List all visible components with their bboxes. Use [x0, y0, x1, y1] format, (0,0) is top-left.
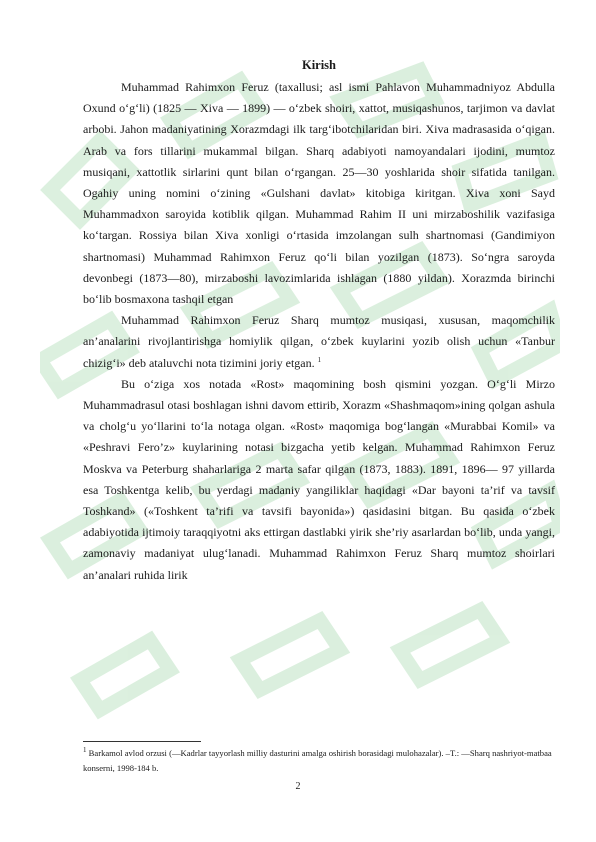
body-paragraph — [83, 77, 555, 310]
page-body — [83, 57, 555, 586]
paragraph-text: Muhammad Rahimxon Feruz Sharq mumtoz musiqasi, xususan, maqomchilik an’analarini rivojlantirishga homiylik qilgan, o‘zbek kuylarini yozib olish uchun «Tanbur chizig‘i» deb ataluvchi nota tizimini joriy etgan. — [83, 313, 555, 370]
paragraph-text: Bu o‘ziga xos notada «Rost» maqomining bosh qismini yozgan. O‘g‘li Mirzo Muhammadrasul otasi boshlagan ishni davom ettirib, Xorazm «Shashmaqom»ining qolgan ashula va cholg‘u yo‘llarini to‘la notaga olgan. «Rost» maqomiga bog‘langan «Murabbai Komil» va «Peshravi Fero’z» kuylarining notasi bizgacha yetib kelgan. Muhammad Rahimxon Feruz Moskva va Peterburg shaharlariga 2 marta safar qilgan (1873, 1883). 1891, 1896— 97 yillarda esa Toshkentga kelib, bu yerdagi madaniy yangiliklar haqidagi «Dar bayoni ta’rif va tavsif Toshkand» («Toshkent ta’rifi va tavsifi bayonida») qasidasini bitgan. Bu qasida o‘zbek adabiyotida ijtimoiy taraqqiyotni aks ettirgan dastlabki yirik she’riy asarlardan bo‘lib, unda yangi, zamonaviy madaniyat ulug‘lanadi. Muhammad Rahimxon Feruz Sharq mumtoz shoirlari an’analari ruhida lirik — [83, 376, 555, 582]
page-number: 2 — [295, 781, 301, 792]
watermark-stroke — [240, 620, 340, 690]
footnote-reference[interactable]: 1 — [317, 355, 322, 364]
footnote-divider — [83, 741, 201, 742]
page-title: Kirish — [301, 58, 337, 72]
footnote — [83, 746, 555, 775]
footnote-text: Barkamol avlod orzusi (—Kadrlar tayyorlash milliy dasturini amalga oshirish borasidagi mulohazalar). –T.: —Sharq nashriyot-matbaa konserni, 1998-184 b. — [83, 748, 552, 773]
paragraph-text: Muhammad Rahimxon Feruz (taxallusi; asl ismi Pahlavon Muhammadniyoz Abdulla Oxund o‘g‘li) (1825 — Xiva — 1899) — o‘zbek shoiri, xattot, musiqashunos, tarjimon va davlat arbobi. Jahon madaniyatining Xorazmdagi ilk targ‘ibotchilaridan biri. Xiva madrasasida o‘qigan. Arab va fors tillarini mukammal bilgan. Sharq adabiyoti namoyandalari ijodini, mumtoz musiqani, xattotlik sirlarini qunt bilan o‘rgangan. 25—30 yoshlarida shoir sifatida tanilgan. Ogahiy uning nomini o‘zining «Gulshani davlat» kitobiga kiritgan. Xiva xoni Sayd Muhammadxon saroyida kotiblik qilgan. Muhammad Rahim II uni mirzaboshilik vazifasiga ko‘targan. Rossiya bilan Xiva xonligi o‘rtasida imzolangan sulh shartnomasi (Gandimiyon shartnomasi) Muhammad Rahimxon Feruz qo‘li bilan yozilgan (1873). So‘ngra saroyda devonbegi (1873—80), mirzaboshi lavozimlarida ishlagan (1880 yildan). Xorazmda birinchi bo‘lib bosmaxona tashqil etgan — [83, 80, 555, 307]
body-paragraph — [83, 374, 555, 586]
footnote-marker: 1 — [83, 746, 87, 755]
watermark-stroke — [80, 640, 170, 710]
body-paragraph — [83, 310, 555, 374]
watermark-stroke — [400, 610, 500, 680]
